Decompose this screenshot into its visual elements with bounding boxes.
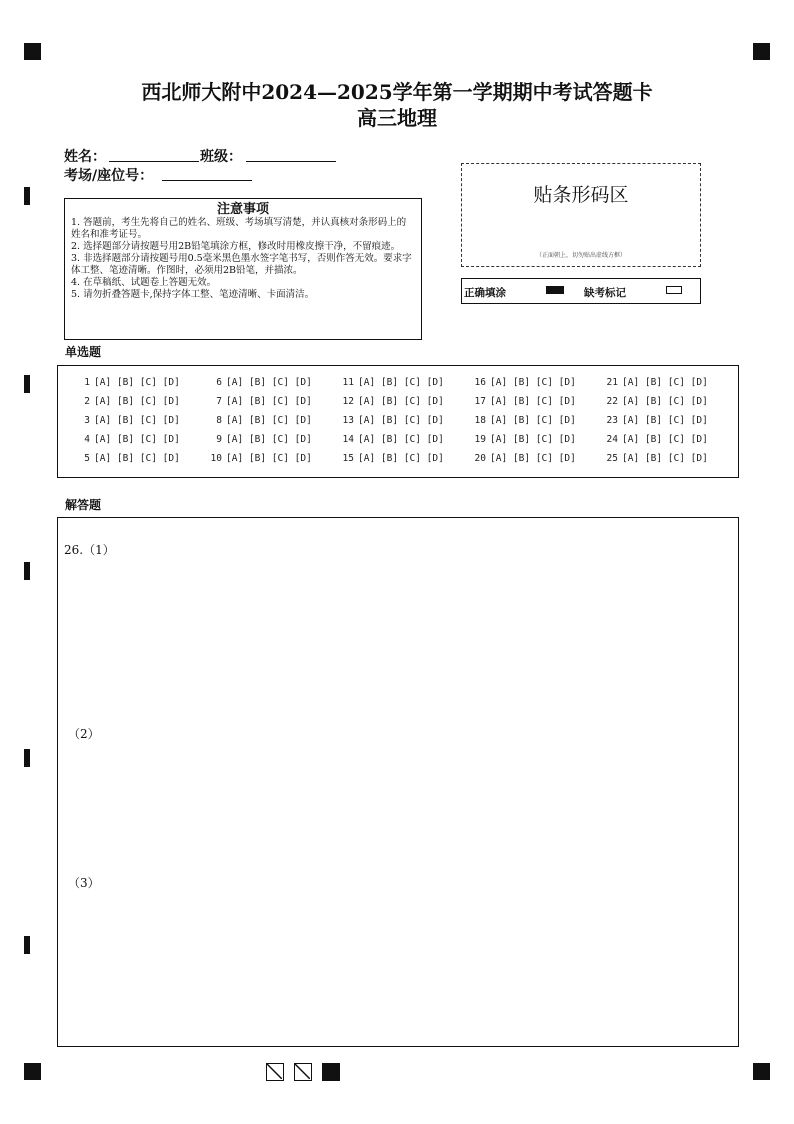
absent-mark-box[interactable] <box>666 286 682 294</box>
choice-options[interactable]: [A] [B] [C] [D] <box>94 434 180 445</box>
timing-mark <box>24 749 30 767</box>
corner-mark-bottom-right <box>753 1063 770 1080</box>
choice-number: 10 <box>210 453 222 464</box>
choice-item <box>600 453 708 464</box>
choice-options[interactable]: [A] [B] [C] [D] <box>490 453 576 464</box>
notice-item: 2. 选择题部分请按题号用2B铅笔填涂方框，修改时用橡皮擦干净，不留痕迹。 <box>71 241 401 252</box>
notice-title: 注意事项 <box>216 202 269 217</box>
choice-options[interactable]: [A] [B] [C] [D] <box>358 453 444 464</box>
choice-options[interactable]: [A] [B] [C] [D] <box>622 434 708 445</box>
choice-number: 1 <box>84 377 90 388</box>
choice-number: 23 <box>606 415 618 426</box>
choice-item <box>72 453 180 464</box>
corner-mark-top-left <box>24 43 41 60</box>
choice-item <box>468 434 576 445</box>
choice-number: 12 <box>342 396 354 407</box>
timing-mark <box>24 375 30 393</box>
choice-item <box>72 415 180 426</box>
choice-item <box>468 415 576 426</box>
choice-item <box>600 415 708 426</box>
question-26-1: 26.（1） <box>64 543 115 557</box>
barcode-note: （正面朝上，切勿贴出虚线方框） <box>535 252 626 259</box>
footer-mark-crossed <box>266 1063 284 1081</box>
notice-box <box>64 198 422 340</box>
choice-options[interactable]: [A] [B] [C] [D] <box>358 396 444 407</box>
choice-number: 19 <box>474 434 486 445</box>
choice-options[interactable]: [A] [B] [C] [D] <box>94 377 180 388</box>
choice-options[interactable]: [A] [B] [C] [D] <box>94 415 180 426</box>
choice-item <box>72 434 180 445</box>
corner-mark-bottom-left <box>24 1063 41 1080</box>
page-title: 西北师大附中2024—2025学年第一学期期中考试答题卡 <box>141 80 653 104</box>
timing-mark <box>24 187 30 205</box>
choice-number: 16 <box>474 377 486 388</box>
timing-mark <box>24 562 30 580</box>
single-choice-grid <box>57 365 739 478</box>
choice-item <box>204 415 312 426</box>
choice-item <box>468 453 576 464</box>
choice-item <box>600 377 708 388</box>
footer-mark-crossed <box>294 1063 312 1081</box>
notice-item: 1. 答题前，考生先将自己的姓名、班级、考场填写清楚，并认真核对条形码上的姓名和准考证号。 <box>71 217 407 240</box>
corner-mark-top-right <box>753 43 770 60</box>
choice-number: 8 <box>216 415 222 426</box>
class-label: 班级： <box>200 149 242 165</box>
fill-marks-box <box>461 278 701 304</box>
choice-options[interactable]: [A] [B] [C] [D] <box>490 377 576 388</box>
choice-options[interactable]: [A] [B] [C] [D] <box>622 396 708 407</box>
absent-label: 缺考标记 <box>584 287 626 299</box>
room-seat-label: 考场/座位号： <box>64 168 154 184</box>
choice-item <box>204 396 312 407</box>
free-response-label: 解答题 <box>65 498 102 512</box>
choice-number: 21 <box>606 377 618 388</box>
choice-number: 6 <box>216 377 222 388</box>
choice-item <box>336 377 444 388</box>
choice-item <box>72 377 180 388</box>
choice-item <box>336 415 444 426</box>
choice-number: 9 <box>216 434 222 445</box>
choice-options[interactable]: [A] [B] [C] [D] <box>358 415 444 426</box>
choice-item <box>600 396 708 407</box>
question-26-2: （2） <box>68 727 100 741</box>
choice-options[interactable]: [A] [B] [C] [D] <box>94 453 180 464</box>
choice-number: 14 <box>342 434 354 445</box>
choice-options[interactable]: [A] [B] [C] [D] <box>226 434 312 445</box>
choice-options[interactable]: [A] [B] [C] [D] <box>358 377 444 388</box>
choice-number: 4 <box>84 434 90 445</box>
correct-fill-label: 正确填涂 <box>464 287 506 299</box>
name-field[interactable] <box>109 161 199 162</box>
choice-options[interactable]: [A] [B] [C] [D] <box>490 434 576 445</box>
question-26-3: （3） <box>68 876 100 890</box>
choice-options[interactable]: [A] [B] [C] [D] <box>490 396 576 407</box>
room-seat-field[interactable] <box>162 180 252 181</box>
answer-area[interactable] <box>57 517 739 1047</box>
choice-number: 25 <box>606 453 618 464</box>
choice-number: 2 <box>84 396 90 407</box>
timing-mark <box>24 936 30 954</box>
choice-item <box>468 396 576 407</box>
choice-number: 20 <box>474 453 486 464</box>
choice-options[interactable]: [A] [B] [C] [D] <box>226 377 312 388</box>
choice-number: 7 <box>216 396 222 407</box>
class-field[interactable] <box>246 161 336 162</box>
choice-item <box>336 453 444 464</box>
choice-options[interactable]: [A] [B] [C] [D] <box>490 415 576 426</box>
name-label: 姓名： <box>64 149 106 165</box>
notice-item: 3. 非选择题部分请按题号用0.5毫米黑色墨水签字笔书写，否则作答无效。要求字体工整、笔迹清晰。作图时，必须用2B铅笔，并描浓。 <box>71 253 412 276</box>
notice-item: 4. 在草稿纸、试题卷上答题无效。 <box>71 277 217 288</box>
choice-options[interactable]: [A] [B] [C] [D] <box>226 415 312 426</box>
choice-number: 5 <box>84 453 90 464</box>
choice-options[interactable]: [A] [B] [C] [D] <box>622 415 708 426</box>
choice-number: 11 <box>342 377 354 388</box>
choice-options[interactable]: [A] [B] [C] [D] <box>358 434 444 445</box>
choice-item <box>600 434 708 445</box>
choice-number: 18 <box>474 415 486 426</box>
choice-number: 15 <box>342 453 354 464</box>
choice-item <box>204 377 312 388</box>
choice-options[interactable]: [A] [B] [C] [D] <box>94 396 180 407</box>
choice-item <box>204 453 312 464</box>
choice-options[interactable]: [A] [B] [C] [D] <box>622 453 708 464</box>
choice-number: 22 <box>606 396 618 407</box>
choice-number: 3 <box>84 415 90 426</box>
choice-options[interactable]: [A] [B] [C] [D] <box>226 453 312 464</box>
page-subtitle: 高三地理 <box>357 106 437 130</box>
notice-item: 5. 请勿折叠答题卡,保持字体工整、笔迹清晰、卡面清洁。 <box>71 289 315 300</box>
choice-item <box>336 434 444 445</box>
footer-mark-solid <box>322 1063 340 1081</box>
choice-options[interactable]: [A] [B] [C] [D] <box>622 377 708 388</box>
choice-item <box>204 434 312 445</box>
choice-item <box>336 396 444 407</box>
correct-fill-sample <box>546 286 564 294</box>
barcode-area <box>461 163 701 267</box>
single-choice-label: 单选题 <box>65 345 102 359</box>
choice-number: 13 <box>342 415 354 426</box>
choice-item <box>468 377 576 388</box>
choice-number: 24 <box>606 434 618 445</box>
choice-item <box>72 396 180 407</box>
choice-options[interactable]: [A] [B] [C] [D] <box>226 396 312 407</box>
barcode-title: 贴条形码区 <box>533 184 629 206</box>
choice-number: 17 <box>474 396 486 407</box>
